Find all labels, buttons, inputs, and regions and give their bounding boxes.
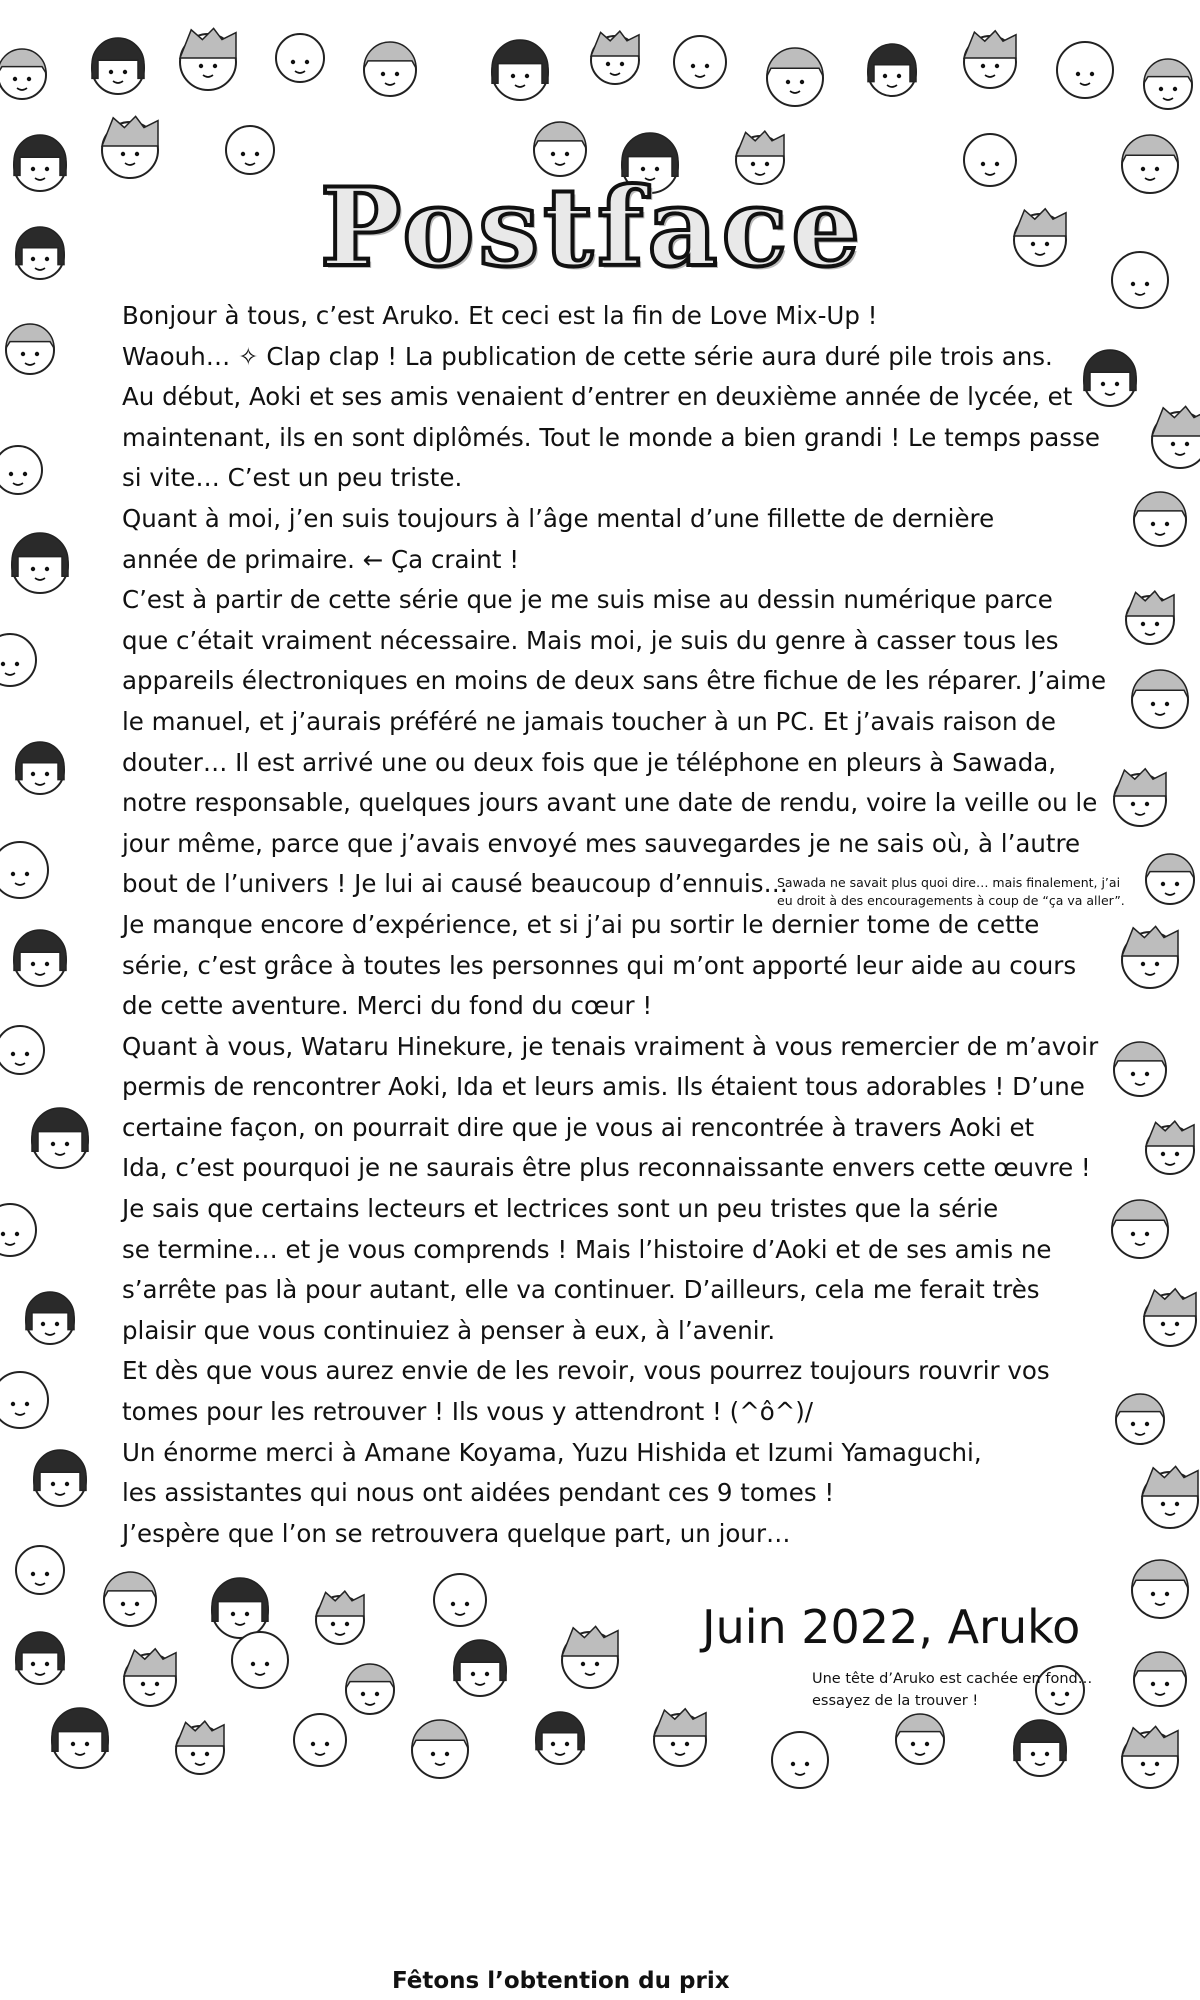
body-line: Je manque encore d’expérience, et si j’ai pu sortir le dernier tome de cette [122, 909, 1040, 939]
doodle-face [0, 842, 48, 898]
doodle-face [1146, 854, 1194, 904]
side-note-sawada [777, 874, 1125, 910]
body-line: que c’était vraiment nécessaire. Mais moi, je suis du genre à casser tous les [122, 625, 1059, 655]
doodle-face [0, 446, 42, 494]
side-note-line: essayez de la trouver ! [812, 1693, 979, 1709]
doodle-face [102, 116, 158, 178]
body-line: série, c’est grâce à toutes les personnes qui m’ont apporté leur aide au cours [122, 950, 1077, 980]
body-line: s’arrête pas là pour autant, elle va continuer. D’ailleurs, cela me ferait très [122, 1275, 1040, 1305]
doodle-face [16, 742, 64, 794]
doodle-face [1122, 135, 1178, 193]
doodle-face [591, 31, 639, 84]
body-line: bout de l’univers ! Je lui ai causé beaucoup d’ennuis… [122, 869, 788, 899]
doodle-face [0, 1372, 48, 1428]
doodle-face [1132, 1560, 1188, 1618]
side-note-line: Une tête d’Aruko est cachée en fond… [812, 1671, 1093, 1687]
body-line: Ida, c’est pourquoi je ne saurais être plus reconnaissante envers cette œuvre ! [122, 1153, 1091, 1183]
body-line: certaine façon, on pourrait dire que je vous ai rencontrée à travers Aoki et [122, 1112, 1035, 1142]
doodle-face [212, 1578, 268, 1638]
body-line: plaisir que vous continuiez à penser à eux, à l’avenir. [122, 1315, 776, 1345]
doodle-face [1126, 591, 1174, 644]
signature: Juin 2022, Aruko [702, 1600, 1081, 1654]
body-line: si vite… C’est un peu triste. [122, 463, 463, 493]
body-line: se termine… et je vous comprends ! Mais l’histoire d’Aoki et de ses amis ne [122, 1234, 1052, 1264]
body-line: jour même, parce que j’avais envoyé mes sauvegardes je ne sais où, à l’autre [122, 828, 1081, 858]
body-line: Waouh… ✧ Clap clap ! La publication de cette série aura duré pile trois ans. [122, 341, 1053, 371]
doodle-face [1152, 406, 1200, 468]
doodle-face [492, 40, 548, 100]
doodle-face [346, 1664, 394, 1714]
body-line: Bonjour à tous, c’est Aruko. Et ceci est la fin de Love Mix-Up ! [122, 301, 878, 330]
body-line: Et dès que vous aurez envie de les revoir, vous pourrez toujours rouvrir vos [122, 1356, 1050, 1386]
doodle-face [1132, 670, 1188, 728]
doodle-face [52, 1708, 108, 1768]
doodle-face [454, 1640, 506, 1696]
doodle-face [16, 1632, 64, 1684]
doodle-face [1114, 1042, 1166, 1096]
doodle-face [14, 930, 66, 986]
doodle-face [1116, 1394, 1164, 1444]
doodle-face [1114, 769, 1166, 826]
body-line: Au début, Aoki et ses amis venaient d’entrer en deuxième année de lycée, et [122, 382, 1073, 412]
doodle-face [316, 1591, 364, 1644]
body-line: tomes pour les retrouver ! Ils vous y attendront ! (^ô^)/ [122, 1397, 814, 1427]
doodle-face [896, 1714, 944, 1764]
doodle-face [294, 1714, 346, 1766]
doodle-face [1014, 209, 1066, 266]
doodle-face [964, 31, 1016, 88]
page-title: Postface [320, 165, 864, 291]
doodle-face [364, 42, 416, 96]
body-line: Un énorme merci à Amane Koyama, Yuzu Hishida et Izumi Yamaguchi, [122, 1437, 982, 1467]
doodle-face [276, 34, 324, 82]
doodle-face [1134, 1652, 1186, 1706]
doodle-face [1057, 42, 1113, 98]
doodle-face [232, 1632, 288, 1688]
doodle-face [0, 1026, 44, 1074]
doodle-face [226, 126, 274, 174]
doodle-face [32, 1108, 88, 1168]
body-line: J’espère que l’on se retrouvera quelque part, un jour… [122, 1518, 791, 1548]
body-line: de cette aventure. Merci du fond du cœur ! [122, 991, 653, 1021]
side-note-hidden-face [812, 1668, 1092, 1712]
doodle-face [1122, 1726, 1178, 1788]
doodle-face [0, 1204, 36, 1256]
doodle-face [868, 44, 916, 96]
doodle-face [1142, 1466, 1198, 1528]
body-line: appareils électroniques en moins de deux sans être fichue de les réparer. J’aime [122, 666, 1107, 696]
doodle-face [124, 1649, 176, 1706]
doodle-face [0, 634, 36, 686]
doodle-face [180, 28, 236, 90]
body-line: Je sais que certains lecteurs et lectrices sont un peu tristes que la série [122, 1194, 999, 1224]
doodle-face [964, 134, 1016, 186]
doodle-face [176, 1721, 224, 1774]
doodle-face [16, 227, 64, 279]
doodle-face [434, 1574, 486, 1626]
doodle-face [1146, 1121, 1194, 1174]
doodle-face [34, 1450, 86, 1506]
doodle-face [1134, 492, 1186, 546]
doodle-face [1144, 1289, 1196, 1346]
doodle-face [12, 533, 68, 593]
doodle-face [562, 1626, 618, 1688]
doodle-face [1112, 252, 1168, 308]
doodle-face [1122, 926, 1178, 988]
side-note-line: Sawada ne savait plus quoi dire… mais finalement, j’ai [777, 875, 1121, 890]
doodle-face [104, 1572, 156, 1626]
doodle-face [1144, 59, 1192, 109]
next-section-heading: Fêtons l’obtention du prix [392, 1968, 730, 1994]
doodle-face [6, 324, 54, 374]
body-line: notre responsable, quelques jours avant une date de rendu, voire la veille ou le [122, 788, 1098, 818]
body-line: maintenant, ils en sont diplômés. Tout le monde a bien grandi ! Le temps passe [122, 422, 1100, 452]
body-line: permis de rencontrer Aoki, Ida et leurs amis. Ils étaient tous adorables ! D’une [122, 1072, 1085, 1102]
doodle-face [674, 36, 726, 88]
doodle-face [14, 135, 66, 191]
doodle-face [536, 1712, 584, 1764]
body-line: Quant à moi, j’en suis toujours à l’âge mental d’une fillette de dernière [122, 503, 995, 533]
doodle-face [1014, 1720, 1066, 1776]
postface-body [122, 296, 1107, 1554]
doodle-face [26, 1292, 74, 1344]
body-line: douter… Il est arrivé une ou deux fois que je téléphone en pleurs à Sawada, [122, 747, 1057, 777]
doodle-face [0, 49, 46, 99]
doodle-face [16, 1546, 64, 1594]
body-line: Quant à vous, Wataru Hinekure, je tenais vraiment à vous remercier de m’avoir [122, 1031, 1099, 1061]
doodle-face [654, 1709, 706, 1766]
doodle-face [772, 1732, 828, 1788]
body-line: année de primaire. ← Ça craint ! [122, 544, 520, 574]
doodle-face [767, 48, 823, 106]
doodle-face [92, 38, 144, 94]
body-line: les assistantes qui nous ont aidées pendant ces 9 tomes ! [122, 1478, 835, 1508]
side-note-line: eu droit à des encouragements à coup de “ça va aller”. [777, 893, 1125, 908]
body-line: le manuel, et j’aurais préféré ne jamais toucher à un PC. Et j’avais raison de [122, 706, 1056, 736]
body-line: C’est à partir de cette série que je me suis mise au dessin numérique parce [122, 585, 1053, 615]
doodle-face [1112, 1200, 1168, 1258]
doodle-face [412, 1720, 468, 1778]
